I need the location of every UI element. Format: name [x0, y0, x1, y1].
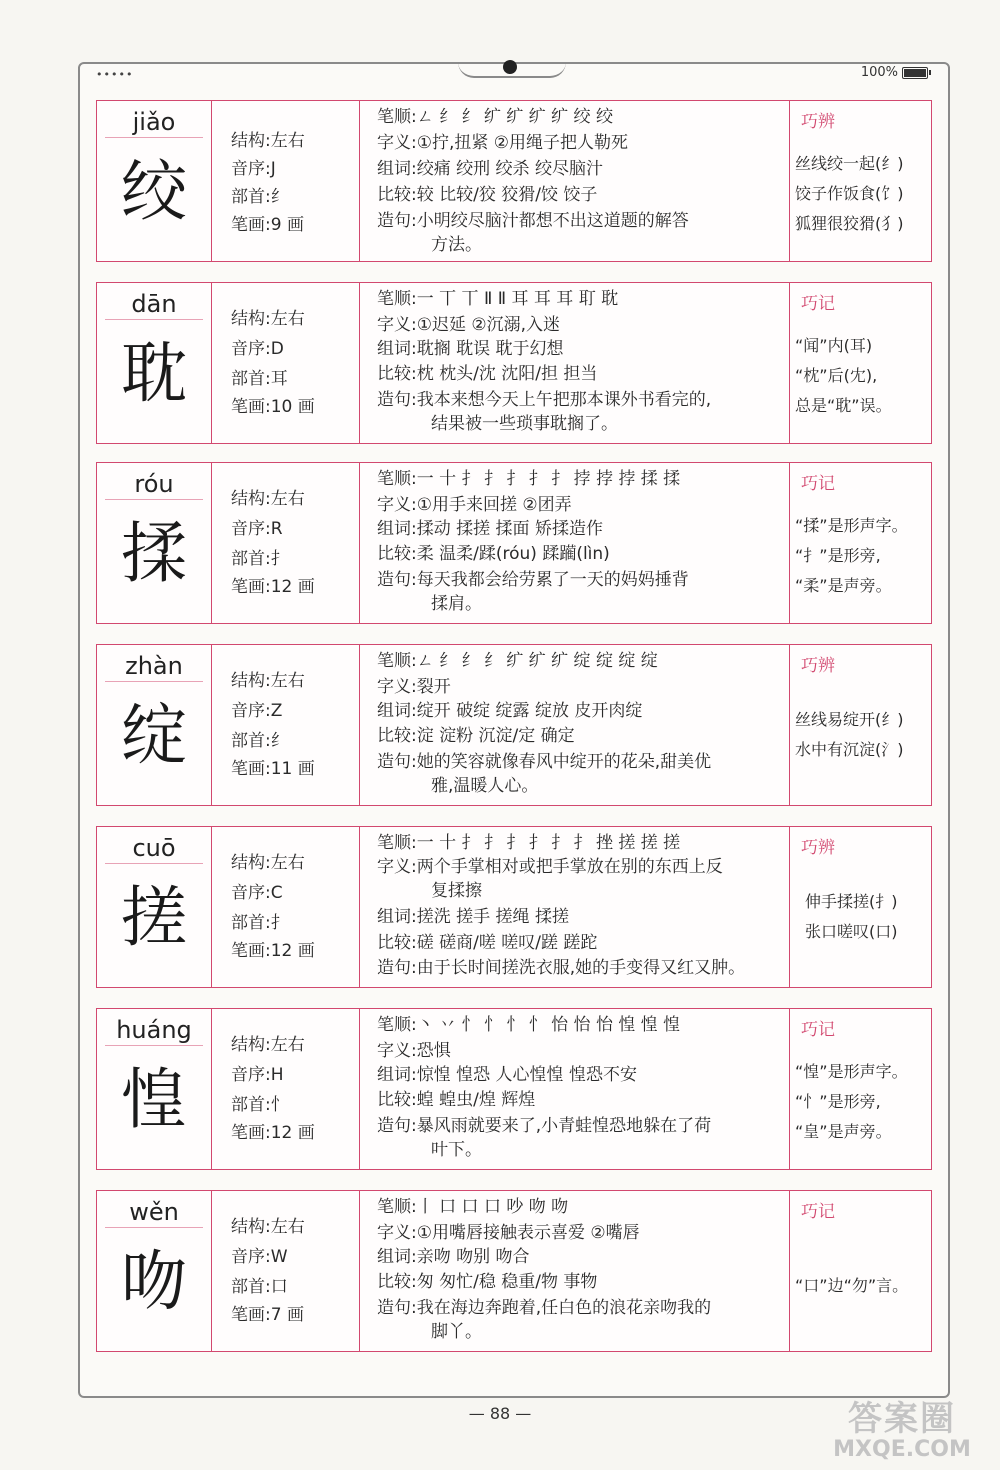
phonetic-order: 音序:Z [231, 701, 283, 721]
character-card-zhan [96, 644, 932, 806]
character-detail [359, 1191, 790, 1351]
example-sentence-cont: 叶下。 [431, 1140, 482, 1160]
tip-title: 巧记 [801, 474, 835, 494]
example-sentence: 造句:小明绞尽脑汁都想不出这道题的解答 [377, 211, 689, 231]
example-sentence: 造句:我本来想今天上午把那本课外书看完的, [377, 390, 712, 410]
stroke-count: 笔画:7 画 [231, 1305, 304, 1325]
tip-title: 巧辨 [801, 112, 835, 132]
stroke-count: 笔画:10 画 [231, 397, 315, 417]
stroke-order: 笔顺:一 丅 丅 Ⅱ Ⅱ 耳 耳 耳 耵 耽 [377, 289, 619, 309]
character-detail [359, 463, 790, 623]
tip-line: “忄”是形旁, [795, 1092, 881, 1111]
signal-icon: ••••• [96, 68, 134, 81]
tip-line: 总是“耽”误。 [795, 396, 892, 415]
meaning-cont: 复揉擦 [431, 881, 482, 901]
word-examples: 组词:绽开 破绽 绽露 绽放 皮开肉绽 [377, 701, 643, 721]
character-card-wen [96, 1190, 932, 1352]
character-box [97, 827, 212, 987]
hanzi: 绽 [121, 697, 187, 774]
comparison: 比较:淀 淀粉 沉淀/定 确定 [377, 726, 575, 746]
character-card-huang [96, 1008, 932, 1170]
pinyin: huáng [105, 1015, 203, 1046]
stroke-order: 笔顺:一 十 扌 扌 扌 扌 扌 挬 挬 挬 揉 揉 [377, 469, 681, 489]
tip-line: “枕”后(冘), [795, 366, 878, 385]
hanzi: 惶 [121, 1061, 187, 1138]
comparison: 比较:枕 枕头/沈 沈阳/担 担当 [377, 364, 598, 384]
stroke-count: 笔画:12 画 [231, 941, 315, 961]
pinyin: wěn [105, 1197, 203, 1228]
character-box [97, 463, 212, 623]
radical: 部首:纟 [231, 731, 288, 751]
structure: 结构:左右 [231, 853, 305, 873]
radical: 部首:扌 [231, 549, 288, 569]
tip-line: 丝线易绽开(纟) [795, 710, 904, 729]
character-card-rou [96, 462, 932, 624]
phonetic-order: 音序:R [231, 519, 283, 539]
memory-tip [789, 463, 931, 623]
character-box [97, 645, 212, 805]
example-sentence: 造句:我在海边奔跑着,任白色的浪花亲吻我的 [377, 1298, 712, 1318]
hanzi: 搓 [121, 879, 187, 956]
meaning: 字义:恐惧 [377, 1041, 451, 1061]
radical: 部首:扌 [231, 913, 288, 933]
comparison: 比较:磋 磋商/嗟 嗟叹/蹉 蹉跎 [377, 933, 598, 953]
meaning: 字义:两个手掌相对或把手掌放在别的东西上反 [377, 857, 723, 877]
structure: 结构:左右 [231, 671, 305, 691]
character-detail [359, 827, 790, 987]
structure: 结构:左右 [231, 1217, 305, 1237]
comparison: 比较:匆 匆忙/稳 稳重/物 事物 [377, 1272, 598, 1292]
camera-icon [503, 60, 517, 74]
pinyin: jiǎo [105, 107, 203, 138]
stroke-count: 笔画:9 画 [231, 215, 304, 235]
hanzi: 耽 [121, 335, 187, 412]
status-bar [78, 62, 946, 86]
stroke-order: 笔顺:丶 丷 忄 忄 忄 忄 怡 怡 怡 惶 惶 惶 [377, 1015, 681, 1035]
watermark-logo [812, 1400, 992, 1464]
phonetic-order: 音序:H [231, 1065, 284, 1085]
phonetic-order: 音序:C [231, 883, 283, 903]
example-sentence: 造句:由于长时间搓洗衣服,她的手变得又红又肿。 [377, 958, 746, 978]
example-sentence: 造句:每天我都会给劳累了一天的妈妈捶背 [377, 570, 689, 590]
tip-line: “口”边“勿”言。 [795, 1276, 909, 1295]
radical: 部首:忄 [231, 1095, 288, 1115]
battery-level: 100% [860, 65, 898, 80]
tip-line: 饺子作饭食(饣) [795, 184, 904, 203]
example-sentence-cont: 揉肩。 [431, 594, 482, 614]
memory-tip [789, 645, 931, 805]
comparison: 比较:较 比较/狡 狡猾/饺 饺子 [377, 185, 598, 205]
stroke-order: 笔顺:ㄥ 纟 纟 纟 纩 纩 纩 绽 绽 绽 绽 [377, 651, 658, 671]
stroke-count: 笔画:12 画 [231, 1123, 315, 1143]
character-info [211, 463, 360, 623]
word-examples: 组词:亲吻 吻别 吻合 [377, 1247, 530, 1267]
pinyin: dān [105, 289, 203, 320]
word-examples: 组词:惊惶 惶恐 人心惶惶 惶恐不安 [377, 1065, 637, 1085]
example-sentence: 造句:她的笑容就像春风中绽开的花朵,甜美优 [377, 752, 712, 772]
comparison: 比较:蝗 蝗虫/煌 辉煌 [377, 1090, 536, 1110]
comparison: 比较:柔 温柔/蹂(róu) 蹂躏(lìn) [377, 544, 610, 564]
character-detail [359, 101, 790, 261]
tip-title: 巧记 [801, 1202, 835, 1222]
character-detail [359, 645, 790, 805]
character-box [97, 283, 212, 443]
memory-tip [789, 1009, 931, 1169]
character-info [211, 645, 360, 805]
meaning: 字义:①用手来回搓 ②团弄 [377, 495, 572, 515]
character-box [97, 101, 212, 261]
tip-line: 水中有沉淀(氵) [795, 740, 904, 759]
tip-title: 巧记 [801, 1020, 835, 1040]
tip-line: 张口嗟叹(口) [805, 922, 898, 941]
word-examples: 组词:耽搁 耽误 耽于幻想 [377, 339, 564, 359]
memory-tip [789, 827, 931, 987]
stroke-count: 笔画:12 画 [231, 577, 315, 597]
phonetic-order: 音序:D [231, 339, 284, 359]
structure: 结构:左右 [231, 309, 305, 329]
meaning: 字义:①拧,扭紧 ②用绳子把人勒死 [377, 133, 629, 153]
example-sentence-cont: 结果被一些琐事耽搁了。 [431, 414, 618, 434]
pinyin: zhàn [105, 651, 203, 682]
tip-line: “惶”是形声字。 [795, 1062, 908, 1081]
character-card-jiao [96, 100, 932, 262]
tip-line: 伸手揉搓(扌) [805, 892, 898, 911]
hanzi: 吻 [121, 1243, 187, 1320]
word-examples: 组词:绞痛 绞刑 绞杀 绞尽脑汁 [377, 159, 603, 179]
hanzi: 揉 [121, 515, 187, 592]
character-card-cuo [96, 826, 932, 988]
character-info [211, 1009, 360, 1169]
tip-line: “扌”是形旁, [795, 546, 881, 565]
example-sentence-cont: 雅,温暖人心。 [431, 776, 539, 796]
battery-status [861, 65, 928, 80]
character-detail [359, 1009, 790, 1169]
character-info [211, 101, 360, 261]
character-detail [359, 283, 790, 443]
stroke-order: 笔顺:丨 口 口 口 吵 吻 吻 [377, 1197, 569, 1217]
stroke-count: 笔画:11 画 [231, 759, 315, 779]
phonetic-order: 音序:W [231, 1247, 288, 1267]
meaning: 字义:①用嘴唇接触表示喜爱 ②嘴唇 [377, 1223, 640, 1243]
tip-line: “柔”是声旁。 [795, 576, 892, 595]
example-sentence-cont: 脚丫。 [431, 1322, 482, 1342]
memory-tip [789, 283, 931, 443]
tip-title: 巧辨 [801, 838, 835, 858]
watermark-url: MXQE.COM [833, 1437, 971, 1462]
phonetic-order: 音序:J [231, 159, 276, 179]
tip-title: 巧记 [801, 294, 835, 314]
tip-line: “皇”是声旁。 [795, 1122, 892, 1141]
example-sentence: 造句:暴风雨就要来了,小青蛙惶恐地躲在了荷 [377, 1116, 712, 1136]
radical: 部首:纟 [231, 187, 288, 207]
stroke-order: 笔顺:一 十 扌 扌 扌 扌 扌 扌 挫 搓 搓 搓 [377, 833, 681, 853]
radical: 部首:口 [231, 1277, 288, 1297]
hanzi: 绞 [121, 153, 187, 230]
word-examples: 组词:搓洗 搓手 搓绳 揉搓 [377, 907, 569, 927]
radical: 部首:耳 [231, 369, 288, 389]
character-info [211, 827, 360, 987]
meaning: 字义:裂开 [377, 677, 451, 697]
watermark-brand: 答案圈 [848, 1399, 956, 1439]
page-number: — 88 — [468, 1404, 532, 1423]
battery-icon [902, 67, 928, 79]
tip-line: 狐狸很狡猾(犭) [795, 214, 904, 233]
pinyin: róu [105, 469, 203, 500]
structure: 结构:左右 [231, 131, 305, 151]
stroke-order: 笔顺:ㄥ 纟 纟 纩 纩 纩 纩 绞 绞 [377, 107, 613, 127]
memory-tip [789, 101, 931, 261]
character-info [211, 283, 360, 443]
tip-title: 巧辨 [801, 656, 835, 676]
memory-tip [789, 1191, 931, 1351]
meaning: 字义:①迟延 ②沉溺,入迷 [377, 315, 561, 335]
pinyin: cuō [105, 833, 203, 864]
tip-line: “闻”内(耳) [795, 336, 873, 355]
structure: 结构:左右 [231, 1035, 305, 1055]
character-info [211, 1191, 360, 1351]
tip-line: 丝线绞一起(纟) [795, 154, 904, 173]
character-box [97, 1009, 212, 1169]
structure: 结构:左右 [231, 489, 305, 509]
word-examples: 组词:揉动 揉搓 揉面 矫揉造作 [377, 519, 603, 539]
character-card-dan [96, 282, 932, 444]
example-sentence-cont: 方法。 [431, 235, 482, 255]
character-box [97, 1191, 212, 1351]
tip-line: “揉”是形声字。 [795, 516, 908, 535]
